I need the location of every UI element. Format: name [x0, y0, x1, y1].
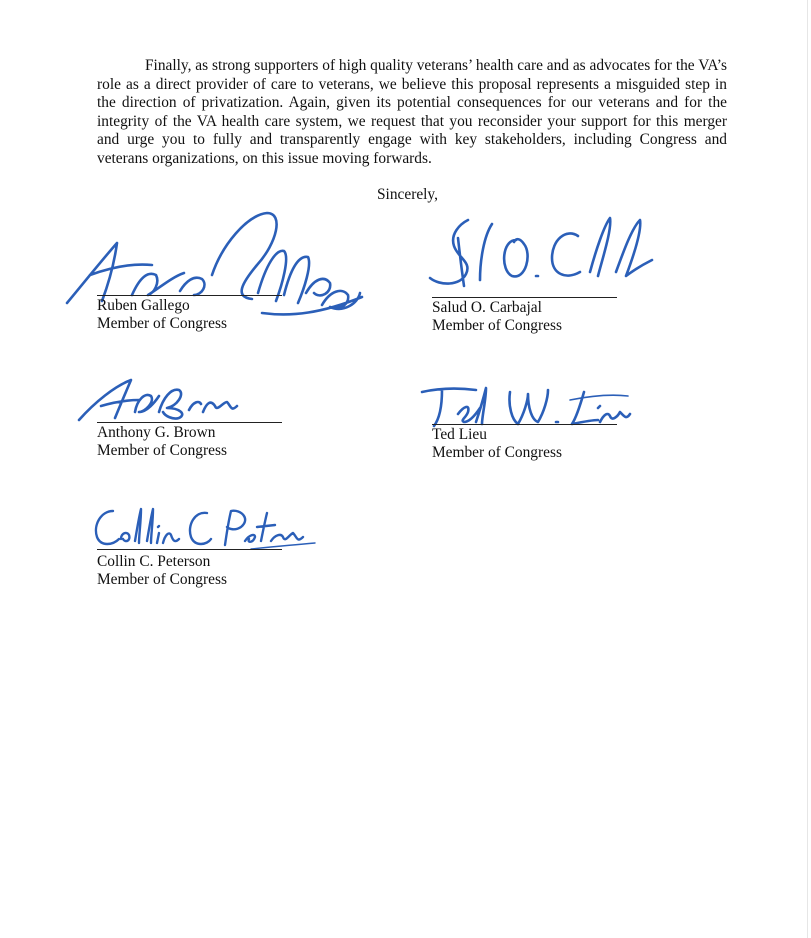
signatory-title: Member of Congress — [97, 442, 227, 459]
closing-paragraph: Finally, as strong supporters of high quality veterans’ health care and as advocates for the VA’s role as a direct provider of care to veterans, we believe this proposal represents a misguided step in the direction of privatization. Again, given its potential consequences for our veterans and for the integrity of the VA health care system, we request that you reconsider your support for this merger and urge you to fully and transparently engage with key stakeholders, including Congress and veterans organizations, on this issue moving forwards. — [97, 57, 727, 167]
signature-block-lieu — [432, 380, 692, 470]
signatory-title: Member of Congress — [97, 571, 227, 588]
signatory-name: Ted Lieu — [432, 426, 487, 443]
signature-brown — [75, 372, 255, 427]
signature-block-peterson — [97, 505, 357, 595]
signatory-title: Member of Congress — [432, 444, 562, 461]
signatory-name: Collin C. Peterson — [97, 553, 211, 570]
signature-line — [432, 424, 617, 425]
signature-line — [97, 295, 282, 296]
signature-line — [432, 297, 617, 298]
signature-block-brown — [97, 370, 357, 465]
signatory-title: Member of Congress — [432, 317, 562, 334]
signatory-title: Member of Congress — [97, 315, 227, 332]
closing-salutation: Sincerely, — [377, 186, 438, 203]
signatory-name: Ruben Gallego — [97, 297, 190, 314]
signature-peterson — [91, 505, 316, 553]
signatory-name: Anthony G. Brown — [97, 424, 216, 441]
signature-line — [97, 549, 282, 550]
signature-block-carbajal — [432, 205, 692, 335]
signature-line — [97, 422, 282, 423]
signature-carbajal — [420, 210, 660, 300]
signature-block-gallego — [97, 205, 357, 335]
signatory-name: Salud O. Carbajal — [432, 299, 542, 316]
